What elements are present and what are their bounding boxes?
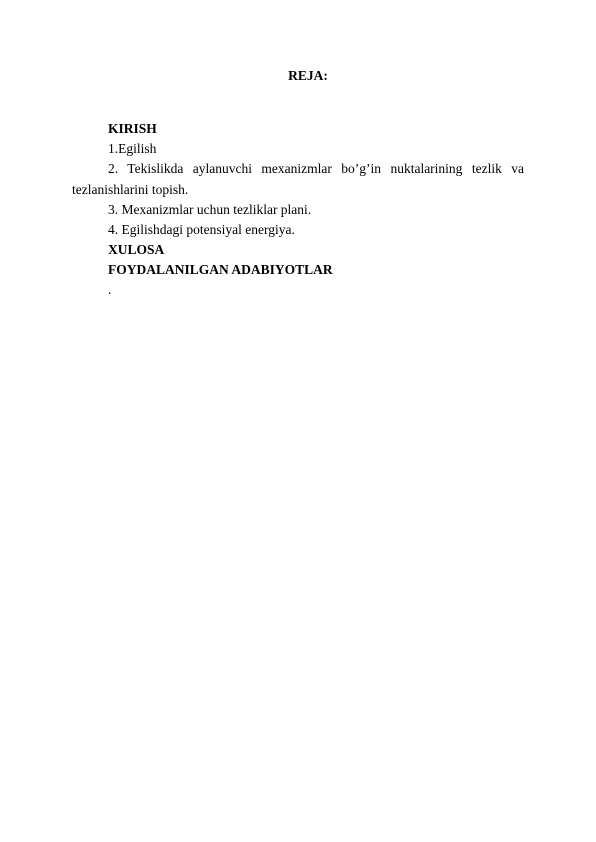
page-title: REJA:: [288, 68, 328, 83]
outline-item-3: 3. Mexanizmlar uchun tezliklar plani.: [108, 201, 312, 217]
outline-item-intro: KIRISH: [108, 121, 157, 136]
outline-item-conclusion: XULOSA: [108, 242, 165, 258]
outline-item-dot: .: [108, 281, 112, 297]
outline-list: [72, 119, 524, 299]
outline-item-4: 4. Egilishdagi potensiyal energiya.: [108, 222, 295, 238]
outline-item-2: 2. Tekislikda aylanuvchi mexanizmlar bo’g’in nuktalarining tezlik va tezlanishlarini topish.: [72, 161, 524, 197]
outline-item-references: FOYDALANILGAN ADABIYOTLAR: [108, 262, 333, 278]
outline-item-1: 1.Egilish: [108, 141, 157, 157]
